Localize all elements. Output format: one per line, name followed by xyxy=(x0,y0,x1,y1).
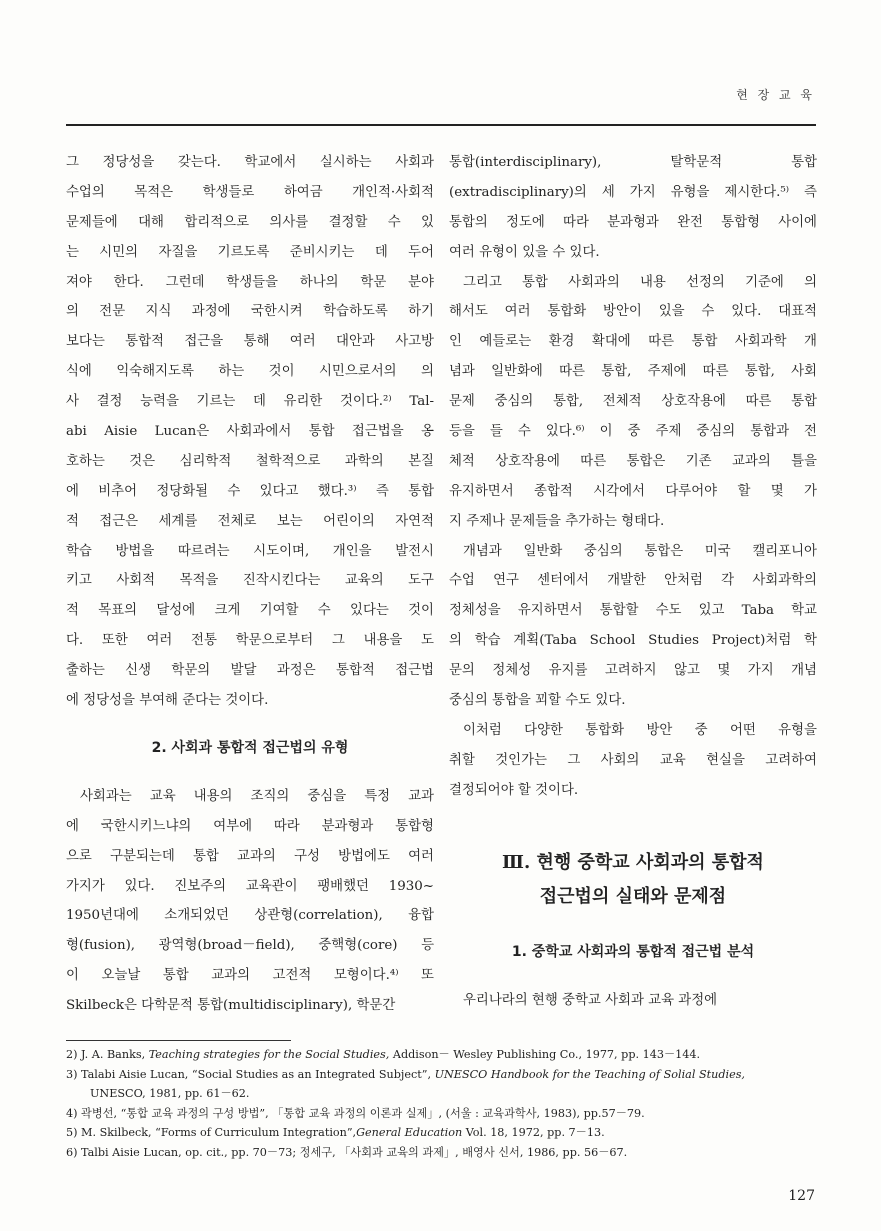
text-line: 수업의 목적은 학생들로 하여금 개인적·사회적 xyxy=(66,184,434,200)
text-line: 다. 또한 여러 전통 학문으로부터 그 내용을 도 xyxy=(66,633,434,649)
running-header: 현 장 교 육 xyxy=(736,88,815,102)
text-line: 이처럼 다양한 통합화 방안 중 어떤 유형을 xyxy=(463,722,817,738)
footnote-number: 5) xyxy=(66,1126,82,1139)
footnotes xyxy=(66,1045,818,1162)
text-line: 보다는 통합적 접근을 통해 여러 대안과 사고방 xyxy=(66,334,434,350)
left-paragraph-1 xyxy=(66,148,434,716)
text-line: 에 비추어 정당화될 수 있다고 했다.³⁾ 즉 통합 xyxy=(66,483,434,499)
text-line: 체적 상호작용에 따른 통합은 기존 교과의 틀을 xyxy=(449,453,817,469)
footnote-text: Talabi Aisie Lucan, “Social Studies as an Integrated Subject”, xyxy=(81,1067,435,1081)
text-line: 식에 익숙해지도록 하는 것이 시민으로서의 의 xyxy=(66,364,434,380)
text-line: abi Aisie Lucan은 사회과에서 통합 접근법을 옹 xyxy=(66,424,434,440)
right-paragraph-5 xyxy=(449,986,817,1016)
text-line: 사회과는 교육 내용의 조직의 중심을 특정 교과 xyxy=(80,788,434,804)
footnote-number: 3) xyxy=(66,1067,82,1081)
section-title-2: 2. 사회과 통합적 접근법의 유형 xyxy=(151,739,349,756)
chapter-title-line-1: Ⅲ. 현행 중학교 사회과의 통합적 xyxy=(502,851,764,873)
text-line: 1950년대에 소개되었던 상관형(correlation), 융합 xyxy=(66,908,434,924)
footnote-number: 4) xyxy=(66,1106,82,1120)
footnote-rest: Vol. 18, 1972, pp. 7－13. xyxy=(462,1126,605,1139)
footnote xyxy=(66,1065,818,1104)
footnote-rule xyxy=(66,1040,291,1041)
footnote-number: 2) xyxy=(66,1048,82,1061)
footnote-text: 곽병선, “통합 교육 과정의 구성 방법”, 「통합 교육 과정의 이론과 실제」, (서울 : 교육과학사, 1983), pp.57－79. xyxy=(81,1106,645,1120)
footnote xyxy=(66,1104,818,1124)
text-line: 개념과 일반화 중심의 통합은 미국 캘리포니아 xyxy=(463,543,817,559)
text-line: (extradisciplinary)의 세 가지 유형을 제시한다.⁵⁾ 즉 xyxy=(449,184,817,200)
text-line: 유지하면서 종합적 시각에서 다루어야 할 몇 가 xyxy=(449,483,817,499)
text-line: 의 학습 계획(Taba School Studies Project)처럼 학 xyxy=(449,633,817,649)
text-line: 호하는 것은 심리학적 철학적으로 과학의 본질 xyxy=(66,453,434,469)
text-line: 문의 정체성 유지를 고려하지 않고 몇 가지 개념 xyxy=(449,663,817,679)
right-paragraph-4 xyxy=(449,716,817,806)
footnote-text: J. A. Banks, xyxy=(81,1048,149,1061)
footnote xyxy=(66,1143,818,1163)
text-line: 이 오늘날 통합 교과의 고전적 모형이다.⁴⁾ 또 xyxy=(66,968,434,984)
text-line: 그리고 통합 사회과의 내용 선정의 기준에 의 xyxy=(463,274,817,290)
text-line: 가지가 있다. 진보주의 교육관이 팽배했던 1930~ xyxy=(66,878,434,894)
text-line: 키고 사회적 목적을 진작시킨다는 교육의 도구 xyxy=(66,573,434,589)
footnote-text: Talbi Aisie Lucan, op. cit., pp. 70－73; 정세구, 「사회과 교육의 과제」, 배영사 신서, 1986, pp. 56－67. xyxy=(81,1145,628,1159)
chapter-title-line-2: 접근법의 실태와 문제점 xyxy=(539,885,727,907)
right-column xyxy=(449,148,817,1015)
text-line: 지 주제나 문제들을 추가하는 형태다. xyxy=(449,513,665,529)
footnote-number: 6) xyxy=(66,1145,82,1159)
text-line: 적 접근은 세계를 전체로 보는 어린이의 자연적 xyxy=(66,513,434,529)
text-line: 정체성을 유지하면서 통합할 수도 있고 Taba 학교 xyxy=(449,603,817,619)
right-paragraph-2 xyxy=(449,268,817,537)
text-line: 취할 것인가는 그 사회의 교육 현실을 고려하여 xyxy=(449,752,817,768)
footnote-rest: Addison－ Wesley Publishing Co., 1977, pp. 143－144. xyxy=(389,1048,701,1061)
text-line: 져야 한다. 그런데 학생들을 하나의 학문 분야 xyxy=(66,274,434,290)
footnote-continuation: UNESCO, 1981, pp. 61－62. xyxy=(90,1087,250,1100)
left-paragraph-2 xyxy=(66,782,434,1021)
footnote-title-italic: UNESCO Handbook for the Teaching of Solial Studies, xyxy=(434,1067,745,1081)
right-paragraph-1 xyxy=(449,148,817,268)
text-line: 그 정당성을 갖는다. 학교에서 실시하는 사회과 xyxy=(66,155,434,170)
footnote-text: M. Skilbeck, “Forms of Curriculum Integration”, xyxy=(81,1126,357,1139)
text-line: 에 국한시키느냐의 여부에 따라 분과형과 통합형 xyxy=(66,818,434,834)
text-line: Skilbeck은 다학문적 통합(multidisciplinary), 학문간 xyxy=(66,998,396,1014)
text-line: 출하는 신생 학문의 발달 과정은 통합적 접근법 xyxy=(66,663,434,679)
page-number: 127 xyxy=(788,1188,815,1204)
footnote xyxy=(66,1123,818,1143)
chapter-title xyxy=(449,846,817,914)
text-line: 념과 일반화에 따른 통합, 주제에 따른 통합, 사회 xyxy=(449,364,817,380)
footnote-title-italic: Teaching strategies for the Social Studies, xyxy=(148,1048,390,1061)
text-line: 여러 유형이 있을 수 있다. xyxy=(449,244,600,260)
text-line: 해서도 여러 통합화 방안이 있을 수 있다. 대표적 xyxy=(449,304,817,320)
text-line: 수업 연구 센터에서 개발한 안처럼 각 사회과학의 xyxy=(449,573,817,589)
text-line: 에 정당성을 부여해 준다는 것이다. xyxy=(66,693,269,709)
text-line: 등을 들 수 있다.⁶⁾ 이 중 주제 중심의 통합과 전 xyxy=(449,424,817,440)
text-line: 문제 중심의 통합, 전체적 상호작용에 따른 통합 xyxy=(449,394,817,410)
text-line: 결정되어야 할 것이다. xyxy=(449,782,579,798)
text-line: 통합(interdisciplinary), 탈학문적 통합 xyxy=(449,155,817,170)
text-line: 적 목표의 달성에 크게 기여할 수 있다는 것이 xyxy=(66,603,434,619)
text-line: 의 전문 지식 과정에 국한시켜 학습하도록 하기 xyxy=(66,304,434,320)
text-line: 통합의 정도에 따라 분과형과 완전 통합형 사이에 xyxy=(449,214,817,230)
text-line: 는 시민의 자질을 기르도록 준비시키는 데 두어 xyxy=(66,244,434,260)
text-line: 우리나라의 현행 중학교 사회과 교육 과정에 xyxy=(463,992,718,1008)
header-rule xyxy=(66,124,816,126)
text-line: 으로 구분되는데 통합 교과의 구성 방법에도 여러 xyxy=(66,848,434,864)
section-title-1: 1. 중학교 사회과의 통합적 접근법 분석 xyxy=(511,943,755,960)
left-column xyxy=(66,148,434,1021)
text-line: 학습 방법을 따르려는 시도이며, 개인을 발전시 xyxy=(66,543,434,559)
text-line: 인 예들로는 환경 확대에 따른 통합 사회과학 개 xyxy=(449,334,817,350)
text-line: 형(fusion), 광역형(broad－field), 중핵형(core) 등 xyxy=(66,938,434,954)
text-line: 중심의 통합을 꾀할 수도 있다. xyxy=(449,693,626,709)
text-line: 문제들에 대해 합리적으로 의사를 결정할 수 있 xyxy=(66,214,434,230)
right-paragraph-3 xyxy=(449,537,817,716)
text-line: 사 결정 능력을 기르는 데 유리한 것이다.²⁾ Tal- xyxy=(66,394,434,410)
footnote xyxy=(66,1045,818,1065)
footnote-title-italic: General Education xyxy=(356,1126,463,1139)
